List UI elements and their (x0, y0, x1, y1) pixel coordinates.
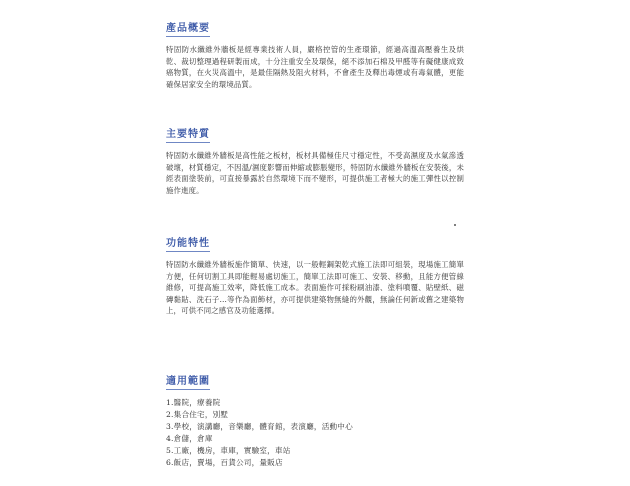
stray-dot (454, 224, 456, 226)
list-item: 1.醫院，療養院 (166, 398, 221, 407)
section-title: 產品概要 (166, 23, 210, 34)
list-item: 4.倉儲，倉庫 (166, 434, 213, 443)
title-underline (166, 389, 210, 390)
list-item: 3.學校，演講廳，音樂廳，體育館，表演廳，活動中心 (166, 422, 353, 431)
list-item: 2.集合住宅，別墅 (166, 410, 229, 419)
section-title: 功能特性 (166, 238, 210, 249)
section-title: 適用範圍 (166, 376, 210, 387)
section-functional-properties (166, 238, 466, 317)
title-underline (166, 36, 210, 37)
title-underline (166, 251, 210, 252)
applications-list (166, 397, 466, 469)
title-underline (166, 142, 210, 143)
section-body: 特固防水纖維外牆板施作簡單、快速，以一般輕鋼架乾式施工法即可組裝，現場施工簡單方便，任何切割工具即能輕易處切施工，簡單工法即可施工、安裝、移動，且能方便管線維修，可提高施工效率，降低施工成本。表面施作可採粉刷油漆、塗料噴覆、貼壁紙、磁磚黏貼、洗石子…等作為面飾材，亦可提供建築物無縫的外觀，無論任何新或舊之建築物上，可供不同之感官及功能選擇。 (166, 260, 464, 316)
section-main-features (166, 129, 466, 196)
list-item: 6.飯店，賣場，百貨公司，量販店 (166, 458, 283, 467)
section-applications (166, 376, 466, 469)
section-title: 主要特質 (166, 129, 210, 140)
section-body: 特固防水纖維外牆板是經專業技術人員，嚴格控管的生產環節，經過高溫高壓養生及烘乾、裁切整理過程研製而成，十分注重安全及環保，絕不添加石棉及甲醛等有礙健康成致癌物質，在火災高溫中，是最佳隔熱及阻火材料，不會產生及釋出毒煙或有毒氣體，更能確保居家安全的環境品質。 (166, 45, 464, 89)
list-item: 5.工廠，機房，車庫，實驗室，車站 (166, 446, 291, 455)
section-product-overview (166, 23, 466, 90)
section-body: 特固防水纖維外牆板是高性能之板材，板材具備極佳尺寸穩定性，不受高濕度及水氣滲透破壞，材質穩定，不因溫/濕度影響而伸縮或膨脹變形，特固防水纖維外牆板在安裝後，未經表面塗裝前，可直接暴露於自然環境下而不變形，可提供施工者極大的施工彈性以控制施作進度。 (166, 151, 464, 195)
